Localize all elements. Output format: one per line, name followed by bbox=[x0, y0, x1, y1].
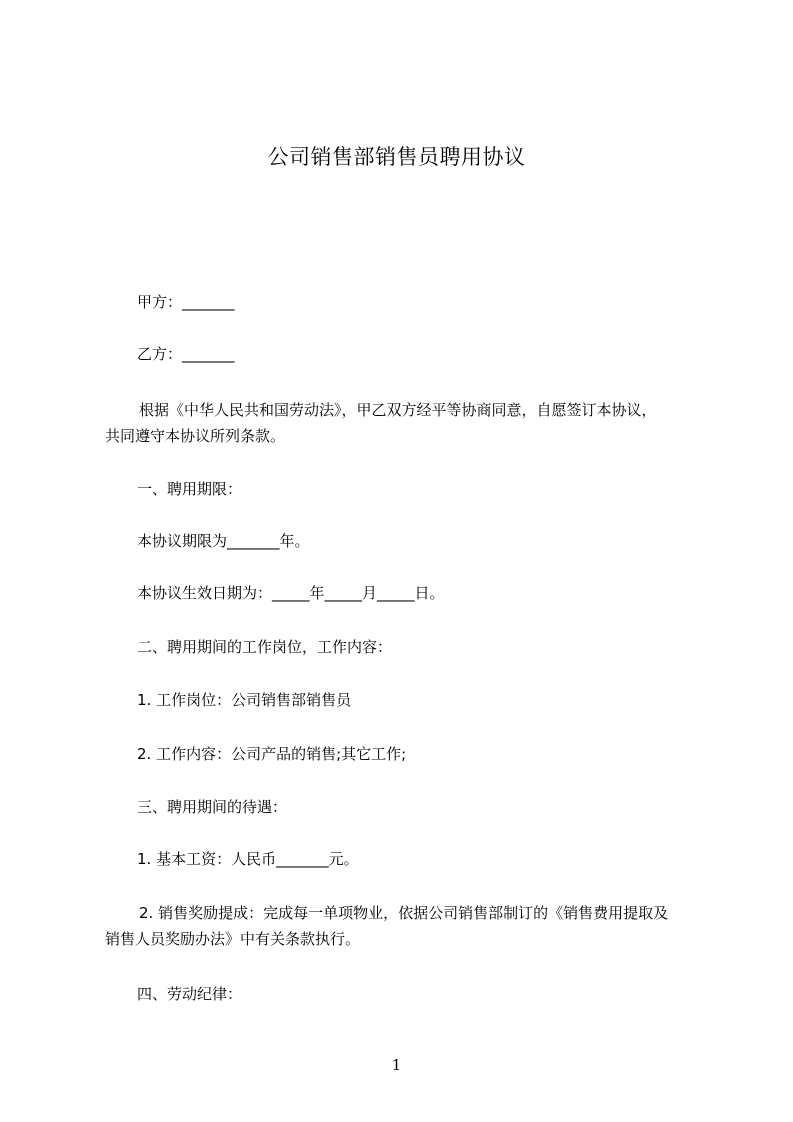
preamble-line-2: 共同遵守本协议所列条款。 bbox=[105, 427, 286, 445]
section-4-heading bbox=[105, 981, 705, 1007]
party-b-text: 乙方：_______ bbox=[137, 345, 235, 363]
party-a-text: 甲方：_______ bbox=[137, 293, 235, 311]
section-1-term bbox=[105, 528, 705, 554]
preamble-line-1: 根据《中华人民共和国劳动法》，甲乙双方经平等协商同意，自愿签订本协议， bbox=[139, 401, 657, 419]
section-2-item-1 bbox=[105, 687, 705, 713]
document-title: 公司销售部销售员聘用协议 bbox=[267, 145, 526, 169]
section-1-heading-text: 一、聘用期限： bbox=[137, 480, 243, 498]
section-1-heading bbox=[105, 476, 705, 502]
section-2-item-2 bbox=[105, 741, 705, 767]
section-2-item-1-text: 1. 工作岗位：公司销售部销售员 bbox=[137, 691, 352, 709]
page-number: 1 bbox=[391, 1056, 402, 1074]
section-1-effective-date bbox=[105, 580, 705, 606]
party-a-line bbox=[105, 289, 705, 315]
section-3-item-1 bbox=[105, 846, 705, 872]
section-3-item-2-line-2: 销售人员奖励办法》中有关条款执行。 bbox=[105, 930, 361, 948]
preamble-paragraph bbox=[105, 397, 705, 449]
section-3-heading-text: 三、聘用期间的待遇： bbox=[137, 798, 288, 816]
section-3-item-2 bbox=[105, 900, 705, 952]
party-b-line bbox=[105, 341, 705, 367]
section-4-heading-text: 四、劳动纪律： bbox=[137, 985, 243, 1003]
section-1-term-text: 本协议期限为_______年。 bbox=[137, 532, 310, 550]
section-3-item-1-text: 1. 基本工资：人民币_______元。 bbox=[137, 850, 359, 868]
section-2-heading bbox=[105, 634, 705, 660]
section-2-heading-text: 二、聘用期间的工作岗位，工作内容： bbox=[137, 638, 393, 656]
section-2-item-2-text: 2. 工作内容：公司产品的销售;其它工作; bbox=[137, 745, 407, 763]
section-3-item-2-line-1: 2. 销售奖励提成：完成每一单项物业，依据公司销售部制订的《销售费用提取及 bbox=[139, 904, 669, 922]
section-1-effective-text: 本协议生效日期为：_____年_____月_____日。 bbox=[137, 584, 445, 602]
section-3-heading bbox=[105, 794, 705, 820]
